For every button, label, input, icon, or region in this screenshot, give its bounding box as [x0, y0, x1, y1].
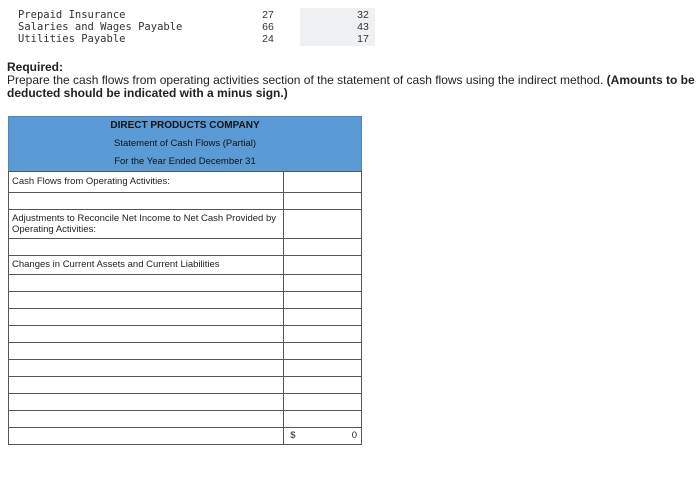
section-row-adjustments: [8, 210, 362, 239]
amount-input[interactable]: [284, 343, 361, 359]
description-input[interactable]: [9, 309, 284, 325]
row-value-prior: 43: [357, 21, 369, 33]
amount-cell: [284, 172, 361, 192]
cash-flow-worksheet: [8, 116, 362, 445]
input-row[interactable]: [8, 193, 362, 210]
input-row[interactable]: [8, 343, 362, 360]
description-input[interactable]: [9, 292, 284, 308]
input-row[interactable]: [8, 239, 362, 256]
input-row[interactable]: [8, 275, 362, 292]
description-input[interactable]: [9, 394, 284, 410]
input-row[interactable]: [8, 292, 362, 309]
currency-symbol: $: [290, 430, 296, 441]
description-input[interactable]: [9, 377, 284, 393]
amount-input[interactable]: [284, 326, 361, 342]
required-text: Prepare the cash flows from operating activities section of the statement of cash flows using the indirect method.: [7, 73, 604, 87]
input-row[interactable]: [8, 377, 362, 394]
input-row[interactable]: [8, 411, 362, 428]
operating-activities-label: Cash Flows from Operating Activities:: [9, 172, 284, 192]
section-row-changes: [8, 256, 362, 275]
worksheet-header: [8, 116, 362, 171]
row-value-current: 66: [262, 21, 274, 33]
required-heading: Required:: [7, 60, 64, 74]
changes-label: Changes in Current Assets and Current Liabilities: [9, 256, 284, 274]
description-input[interactable]: [9, 411, 284, 427]
description-input[interactable]: [9, 193, 284, 209]
amount-input[interactable]: [284, 292, 361, 308]
row-value-current: 24: [262, 33, 274, 45]
amount-input[interactable]: [284, 275, 361, 291]
section-row-operating: [8, 171, 362, 193]
table-row: [18, 33, 378, 45]
total-description[interactable]: [9, 428, 284, 444]
amount-cell: [284, 210, 361, 238]
row-value-prior: 17: [357, 33, 369, 45]
amount-input[interactable]: [284, 193, 361, 209]
row-value-current: 27: [262, 9, 274, 21]
amount-cell: [284, 256, 361, 274]
company-name: DIRECT PRODUCTS COMPANY: [110, 120, 260, 131]
instructions: [7, 61, 700, 100]
row-label: Salaries and Wages Payable: [18, 21, 183, 33]
amount-input[interactable]: [284, 239, 361, 255]
table-row: [18, 21, 378, 33]
statement-title: Statement of Cash Flows (Partial): [113, 138, 257, 149]
description-input[interactable]: [9, 326, 284, 342]
total-amount: [284, 428, 361, 444]
amount-input[interactable]: [284, 309, 361, 325]
amount-input[interactable]: [284, 360, 361, 376]
total-row: [8, 428, 362, 445]
adjustments-label: Adjustments to Reconcile Net Income to Net Cash Provided by Operating Activities:: [9, 210, 284, 238]
input-row[interactable]: [8, 360, 362, 377]
amount-input[interactable]: [284, 394, 361, 410]
table-row: [18, 9, 378, 21]
required-emphasis: (Amounts to be deducted should be indicated with a minus sign.): [7, 73, 695, 100]
row-label: Prepaid Insurance: [18, 9, 126, 21]
partial-balance-table: [18, 9, 378, 45]
input-row[interactable]: [8, 309, 362, 326]
description-input[interactable]: [9, 275, 284, 291]
statement-period: For the Year Ended December 31: [114, 156, 256, 167]
row-label: Utilities Payable: [18, 33, 126, 45]
total-value: 0: [351, 430, 357, 441]
input-row[interactable]: [8, 394, 362, 411]
description-input[interactable]: [9, 343, 284, 359]
input-row[interactable]: [8, 326, 362, 343]
description-input[interactable]: [9, 239, 284, 255]
row-value-prior: 32: [357, 9, 369, 21]
amount-input[interactable]: [284, 411, 361, 427]
amount-input[interactable]: [284, 377, 361, 393]
description-input[interactable]: [9, 360, 284, 376]
